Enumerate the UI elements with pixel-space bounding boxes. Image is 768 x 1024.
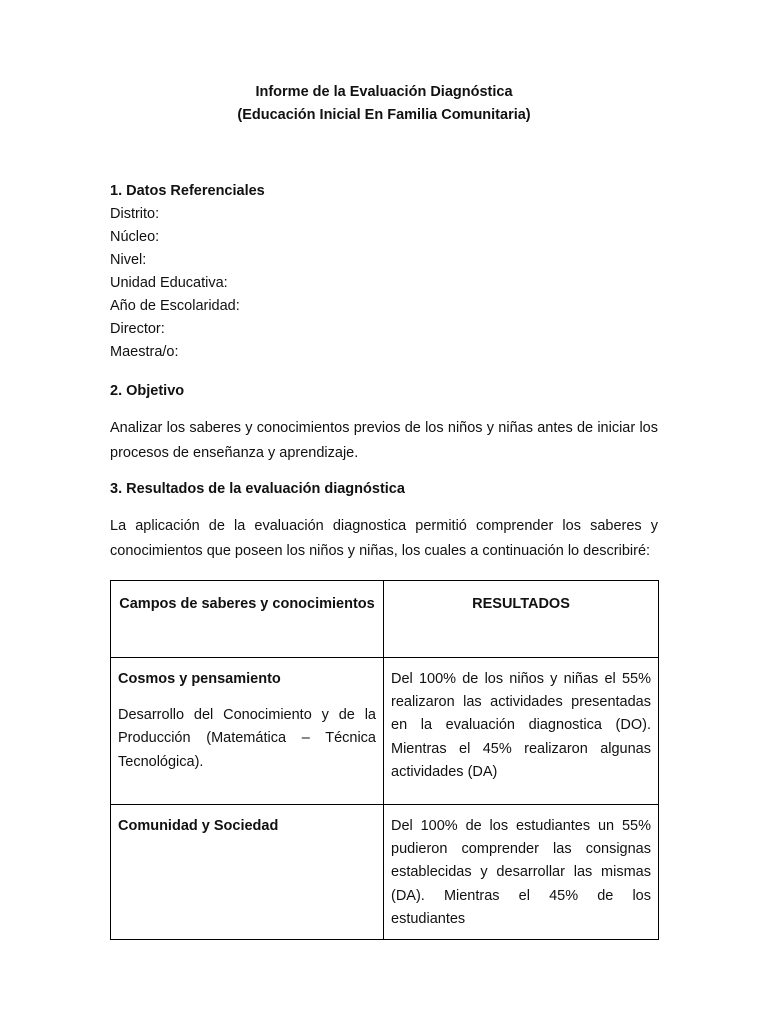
field-maestra: Maestra/o: [110,344,179,360]
section-resultados [110,478,658,501]
result-text: Del 100% de los niños y niñas el 55% realizaron las actividades presentadas en la evaluación diagnostica (DO). Mientras el 45% realizaron algunas actividades (DA) [391,671,651,780]
results-table [110,580,659,940]
table-row [111,805,659,940]
section-heading: 3. Resultados de la evaluación diagnóstica [110,481,405,497]
field-unidad-educativa: Unidad Educativa: [110,275,228,291]
section-datos-referenciales [110,180,658,364]
resultados-intro-text: La aplicación de la evaluación diagnostica permitió comprender los saberes y conocimientos que poseen los niños y niñas, los cuales a continuación lo describiré: [110,518,658,559]
table-header-row [111,581,659,658]
field-nivel: Nivel: [110,252,147,268]
table-cell [111,805,384,940]
header-campos: Campos de saberes y conocimientos [119,596,375,612]
objetivo-text: Analizar los saberes y conocimientos previos de los niños y niñas antes de iniciar los procesos de enseñanza y aprendizaje. [110,420,658,461]
header-resultados: RESULTADOS [472,596,570,612]
field-director: Director: [110,321,165,337]
field-detail: Desarrollo del Conocimiento y de la Producción (Matemática – Técnica Tecnológica). [118,707,376,770]
field-title: Comunidad y Sociedad [118,818,279,834]
table-cell [384,658,659,805]
section-objetivo [110,380,658,403]
table-cell [111,658,384,805]
field-ano-escolaridad: Año de Escolaridad: [110,298,240,314]
section-heading: 2. Objetivo [110,383,185,399]
table-cell [384,805,659,940]
document-title: Informe de la Evaluación Diagnóstica [255,84,513,100]
field-distrito: Distrito: [110,206,160,222]
field-title: Cosmos y pensamiento [118,671,281,687]
result-text: Del 100% de los estudiantes un 55% pudieron comprender las consignas establecidas y desarrollar las mismas (DA). Mientras el 45% de los estudiantes [391,818,651,927]
section-heading: 1. Datos Referenciales [110,183,265,199]
field-nucleo: Núcleo: [110,229,160,245]
table-header-cell [384,581,659,658]
table-row [111,658,659,805]
table-header-cell [111,581,384,658]
document-subtitle: (Educación Inicial En Familia Comunitaria) [237,107,531,123]
